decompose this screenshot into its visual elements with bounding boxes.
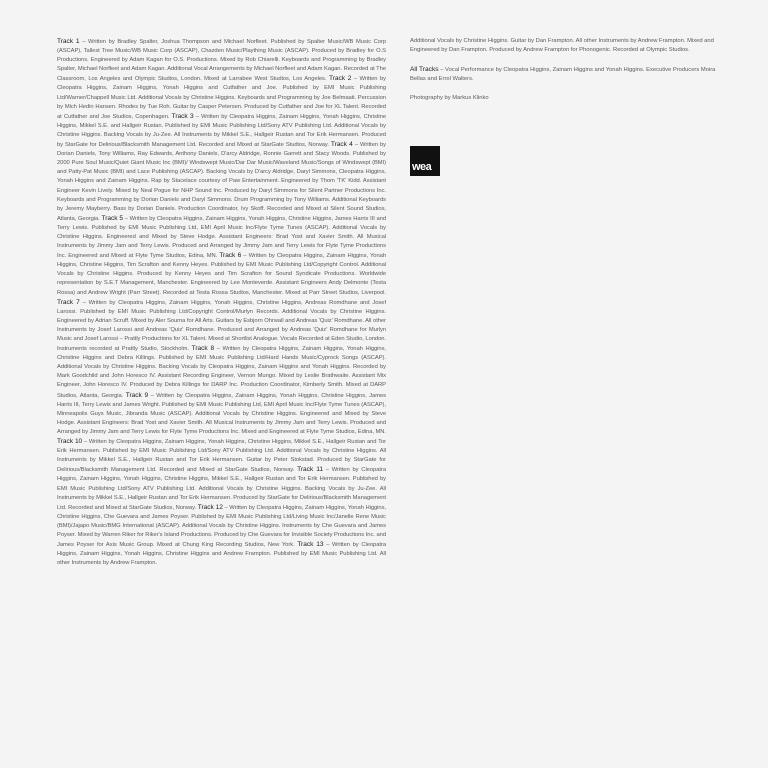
track-label: Track 13: [297, 541, 324, 549]
track-credit-text: – Written by Cleopatra Higgins, Zainam Higgins, Yonah Higgins, Christine Higgins and Debra Killings. Published by EMI Music Publishing Ltd/Hard Hands Music/Cyprock Songs (ASCAP). Additional Vocals by Christine Higgins. Backing Vocals by Cleopatra Higgins, Zainam Higgins and Yonah Higgins. Recorded by Mark Goodchild and John Horesco IV. Assistant Recording Engineer, Vernon Mungo. Mixed by Leslie Brathwaite. Assistant Mix Engineer, John Horesco IV. Produced by Debra Killings for DARP Inc. Production Coordinator, Kimberly Smith. Mixed at DARP Studios, Atlanta, Georgia.: [57, 346, 386, 399]
track-label: Track 12: [197, 503, 223, 511]
track-13-continuation: Additional Vocals by Christine Higgins. Guitar by Dan Frampton. All other Instruments by Andrew Frampton. Mixed and Engineered by Dan Frampton. Produced by Andrew Frampton for Phonogenic. Recorded at Olympic Studios.: [410, 38, 714, 54]
track-credits-column: [57, 37, 386, 747]
track-credit-text: – Written by Cleopatra Higgins, Zainam Higgins, Yonah Higgins, Christine Higgins, Mikkel S.E., Hallgeir Rustan and Tor Erik Hermansen. Published by EMI Music Publishing Ltd/Sony ATV Publishing Ltd. Additional Vocals by Christine Higgins. Backing Vocals by Ju-Zee. All Instruments by Mikkel S.E., Hallgeir Rustan and Tor Erik Hermansen. Produced by StarGate for Delirious/Blacksmith Management Ltd. Recorded and Mixed at StarGate Studios, Norway.: [57, 467, 386, 511]
all-tracks-label: All Tracks: [410, 66, 439, 74]
track-label: Track 2: [328, 75, 352, 83]
track-credit-text: – Written by Dorian Daniels, Tony Williams, Ray Edwards, Anthony Daniels, D'arcy Aldridge, Ronnie Garrett and Stacy Woods. Published by 2000 Pure Soul Music/Quiet Giant Music Inc (BMI)/ Windswept Music/Dar Dar Music/Waveland Music/Songs of Windswept (BMI) and Patty-Pat Music (BMI) and Lace Publishing (ASCAP). Backing Vocals by D'arcy Aldridge, Daryl Simmons, Cleopatra Higgins, Yonah Higgins and Zainam Higgins. Rap by Stacelace courtesy of Paw Entertainment. Engineered by Thom 'TK' Kidd. Assistant Engineer Kevin Lively. Mixed by Neal Pogue for NHP Sound Inc. Produced by Daryl Simmons for Silent Partner Productions Inc. Keyboards and Programming by Dorian Daniels and Daryl Simmons. Drum Programming by Tony Williams. Additional Keyboards by Jeremy Mayberry. Bass by Dorian Daniels. Production Coordinator, Ivy Skoff. Recorded and Mixed at Silent Sound Studios, Atlanta, Georgia.: [57, 142, 386, 222]
track-credit-text: – Written by Cleopatra Higgins, Zainam Higgins, Yonah Higgins, Christine Higgins, Che Guevara and James Poyser. Published by EMI Music Publishing Ltd/Living Music Inc/Janelle Rene Music (BMI)/Jajapo Music/BMG International (ASCAP). Additional Vocals by Christine Higgins. Instruments by Che Guevara and James Poyser. Mixed by Warren Riker for Riker's Island Productions. Produced by Che Guevara for Invisible Society Productions Inc. and James Poyser for Axis Music Group. Mixed at Chung King Recording Studios, New York.: [57, 504, 386, 549]
track-label: Track 11: [297, 466, 323, 474]
track-credit-text: – Written by Cleopatra Higgins, Zainam Higgins, Yonah Higgins, Christine Higgins, James Harris III and Terry Lewis. Published by EMI Music Publishing Ltd, EMI April Music Inc/Flyte Tyme Tunes (ASCAP). Additional Vocals by Christine Higgins. Engineered and Mixed by Steve Hodge. Assistant Engineers: Brad Yost and Xavier Smith. All Musical Instruments by Jimmy Jam and Terry Lewis. Produced and Arranged by Jimmy Jam and Terry Lewis for Flyte Tyme Productions Inc. Engineered and Mixed at Flyte Tyme Studios, Edina, MN.: [57, 215, 386, 260]
all-tracks-text: – Vocal Performance by Cleopatra Higgins, Zainam Higgins and Yonah Higgins. Executive Producers Moira Bellas and Errol Walters.: [410, 67, 716, 83]
track-credit-text: – Written by Cleopatra Higgins, Zainam Higgins, Yonah Higgins, Christine Higgins, Tim Scrafton and Kenny Heyes. Published by EMI Music Publishing Ltd/Copyright Control. Additional Vocals by Christine Higgins. Produced by Kenny Heyes and Tim Scrafton for Sound Syndicate Productions. Worldwide representation by S.E.T Management, Manchester. Engineered by Lee Monteverde. Assistant Engineers Andy Delmonte (Testa Rossa) and Andrew Wright (Parr Street). Recorded at Testa Rossa Studios, Manchester. Mixed at Parr Street Studios, Liverpool.: [57, 253, 386, 296]
track-label: Track 4: [330, 141, 353, 149]
track-credit-text: – Written by Cleopatra Higgins, Zainam Higgins, Yonah Higgins, Christine Higgins, Andreas Romdhane and Josef Larossi. Published by EMI Music Publishing Ltd/Copyright Control/Murlyn Records. Additional Vocals by Christine Higgins. Engineered by Adrian Scruff. Mixed by Aler Sourna for All Arts. Guitars by Esbjorn Ohrwall and Andreas 'Quiz' Romdhane. All other Instruments by Josef Larossi and Andreas 'Quiz' Romdhane. Produced and Arranged by Andreas 'Quiz' Romdhane for Murlyn Music and Josef Larossi – Prattly Productions for XL Talent. Mixed at Shortlist Analogue. Vocals Recorded at Eden Studio, London. Instruments recorded at Prattly Studio, Stockholm.: [57, 299, 386, 353]
track-label: Track 8: [191, 345, 215, 353]
all-tracks-credit: [410, 65, 730, 84]
track-credit-text: – Written by Cleopatra Higgins, Zainam Higgins, Yonah Higgins and Cutfather and Joe. Published by EMI Music Publishing Ltd/Warner/Chappell Music Ltd. Additional Vocals by Christine Higgins. Keyboards and Programming by Joe Belmaati. Percussion by Mich Hedin Hansen. Rhodes by Tue Roh. Guitar by Casper Petersen. Produced by Cutfather and Joe for XL Talent. Recorded at Cutfather and Joe Studios, Copenhagen.: [57, 76, 386, 120]
track-label: Track 5: [101, 214, 124, 222]
track-label: Track 7: [57, 298, 80, 306]
track-credit-text: – Written by Bradley Spalter, Joshua Thompson and Michael Norfleet. Published by Spalter Music/WB Music Corp (ASCAP), Tallest Tree Music/WB Music Corp (ASCAP), Chazden Music/Plaything Music (ASCAP). Produced by Bradley for O.S Productions. Engineered by Adam Kagan for O.S. Productions. Mixed by Rob Chiarelli. Keyboards and Programming by Bradley Spalter, Michael Norfleet and Adam Kagan. Additional Vocal Arrangements by Michael Norfleet and Adam Kagan. Recorded at The Classroom, Los Angeles and Olympic Studios, London. Mixed at Larrabee West Studios, Los Angeles.: [57, 39, 386, 83]
track-credit-text: – Written by Cleopatra Higgins, Zainam Higgins, Yonah Higgins, Christine Higgins and Andrew Frampton. Published by EMI Music Publishing Ltd. All other Instruments by Andrew Frampton.: [57, 542, 386, 567]
wea-logo: wea: [410, 146, 440, 176]
track-credit-text: – Written by Cleopatra Higgins, Zainam Higgins, Yonah Higgins, Christine Higgins, Mikkel S.E. and Hallgeir Rustan. Published by EMI Music Publishing Ltd/Sony ATV Publishing Ltd. Additional Vocals by Christine Higgins. Backing Vocals by Ju-Zee. All Instruments by Mikkel S.E., Hallgeir Rustan and Tor Erik Hermansen. Produced by StarGate for Delirious/Blacksmith Management Ltd. Recorded and Mixed at StarGate Studios, Norway.: [57, 113, 386, 149]
track-credit-text: – Written by Cleopatra Higgins, Zainam Higgins, Yonah Higgins, Christine Higgins, James Harris III, Terry Lewis and James Wright. Published by EMI Music Publishing Ltd, EMI April Music Inc/Flyte Tyme Tunes (ASCAP), Minneapolis Guys Music, Jibranda Music (ASCAP). Additional Vocals by Christine Higgins. Engineered and Mixed by Steve Hodge. Assistant Engineers: Brad Yost and Xavier Smith. All Musical Instruments by Jimmy Jam and Terry Lewis. Produced and Arranged by Jimmy Jam and Terry Lewis for Flyte Tyme Productions Inc. Mixed and Engineered at Flyte Tyme Studios, Edina, MN.: [57, 392, 386, 435]
photography-credit: Photography by Markus Klinko: [410, 95, 489, 102]
track-label: Track 9: [125, 391, 149, 399]
track-label: Track 10: [57, 438, 83, 446]
track-label: Track 1: [57, 38, 80, 45]
track-label: Track 6: [219, 252, 242, 260]
track-label: Track 3: [171, 112, 194, 120]
additional-credits-column: [410, 37, 730, 113]
track-credit-text: – Written by Cleopatra Higgins, Zainam Higgins, Yonah Higgins, Christine Higgins, Mikkel S.E., Hallgeir Rustan and Tor Erik Hermansen. Published by EMI Music Publishing Ltd/Sony ATV Publishing Ltd. Additional Vocals by Christine Higgins. All Instruments by Mikkel S.E., Hallgeir Rustan and Tor Erik Hermansen. Guitar by Peter Stokstad. Produced by StarGate for Delirious/Blacksmith Management Ltd. Recorded and Mixed at StarGate Studios, Norway.: [57, 439, 386, 474]
